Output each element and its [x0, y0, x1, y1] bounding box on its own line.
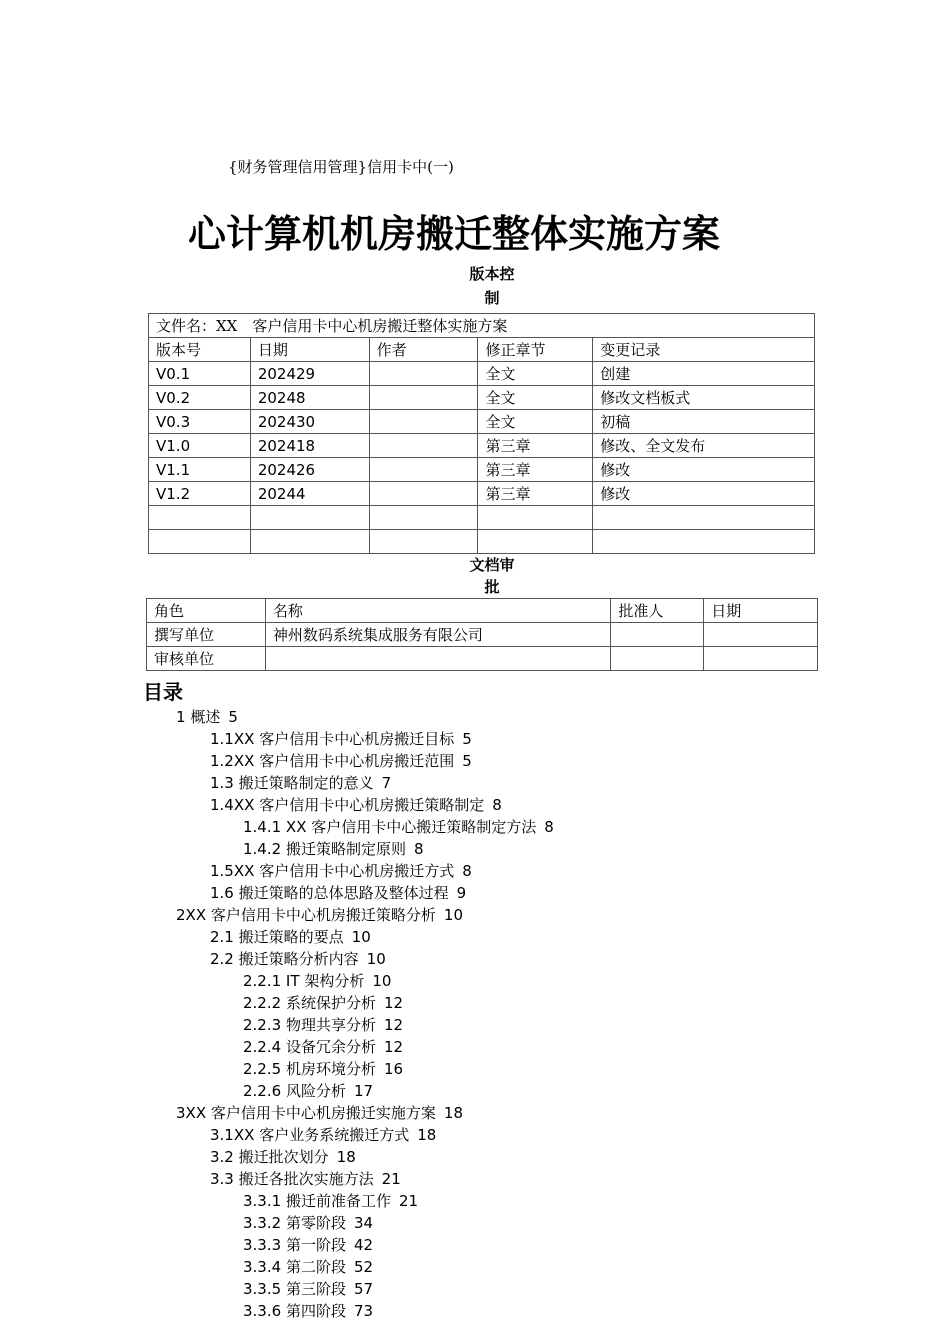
toc-entry-number: 1.4XX [210, 796, 255, 814]
toc-entry-title: 第三阶段 [285, 1280, 346, 1298]
toc-entry[interactable] [0, 1036, 950, 1058]
toc-entry[interactable] [0, 838, 950, 860]
section-cell: 第三章 [478, 482, 593, 506]
toc-entry-number: 1.1XX [210, 730, 255, 748]
author-cell [369, 434, 478, 458]
toc-entry[interactable] [0, 750, 950, 772]
toc-entry-number: 1 [176, 708, 186, 726]
approver-cell [611, 623, 704, 647]
change-cell: 创建 [593, 362, 815, 386]
toc-entry[interactable] [0, 772, 950, 794]
toc-entry-page: 34 [353, 1214, 374, 1232]
column-header: 修正章节 [478, 338, 593, 362]
table-row-empty [149, 506, 815, 530]
column-header: 日期 [704, 599, 818, 623]
table-row [147, 623, 818, 647]
toc-entry-page: 21 [381, 1170, 401, 1188]
toc-entry-number: 2.2.1 IT [243, 972, 300, 990]
column-header: 作者 [369, 338, 478, 362]
toc-entry-title: 机房环境分析 [285, 1060, 376, 1078]
empty-cell [478, 506, 593, 530]
toc-entry-page: 5 [462, 752, 472, 770]
toc-entry-page: 12 [383, 994, 404, 1012]
toc-entry[interactable] [0, 706, 950, 728]
change-cell: 修改文档板式 [593, 386, 815, 410]
toc-entry-number: 1.4.1 XX [243, 818, 307, 836]
toc-entry-number: 3.1XX [210, 1126, 255, 1144]
toc-entry-number: 3.3 [210, 1170, 234, 1188]
toc-entry-title: 客户信用卡中心机房搬迁方式 [259, 862, 455, 880]
empty-cell [250, 506, 369, 530]
toc-entry-page: 10 [351, 928, 371, 946]
table-row [147, 647, 818, 671]
toc-entry-number: 3XX [176, 1104, 207, 1122]
toc-entry-title: 系统保护分析 [285, 994, 376, 1012]
change-cell: 修改、全文发布 [593, 434, 815, 458]
version-cell: V0.3 [149, 410, 251, 434]
approval-label-line1: 文档审 [469, 556, 515, 574]
change-cell: 修改 [593, 458, 815, 482]
toc-entry-number: 3.3.2 [243, 1214, 282, 1232]
empty-cell [149, 506, 251, 530]
toc-entry-title: 物理共享分析 [285, 1016, 376, 1034]
toc-entry[interactable] [0, 926, 950, 948]
date-cell [704, 623, 818, 647]
version-cell: V1.0 [149, 434, 251, 458]
toc-entry[interactable] [0, 1256, 950, 1278]
empty-cell [250, 530, 369, 554]
document-title: 心计算机机房搬迁整体实施方案 [187, 212, 720, 256]
toc-entry-number: 1.2XX [210, 752, 255, 770]
toc-entry-page: 9 [456, 884, 467, 902]
toc-entry-number: 3.3.6 [243, 1302, 282, 1320]
table-row-empty [149, 530, 815, 554]
toc-entry-page: 73 [353, 1302, 374, 1320]
toc-entry-page: 57 [353, 1280, 374, 1298]
toc-entry-number: 3.2 [210, 1148, 234, 1166]
toc-entry-page: 5 [228, 708, 238, 726]
author-cell [369, 362, 478, 386]
toc-entry[interactable] [0, 1014, 950, 1036]
toc-entry-page: 21 [398, 1192, 419, 1210]
toc-entry-title: 客户信用卡中心机房搬迁范围 [259, 752, 455, 770]
name-cell: 神州数码系统集成服务有限公司 [265, 623, 611, 647]
toc-entry-title: 客户信用卡中心机房搬迁实施方案 [210, 1104, 436, 1122]
toc-entry-page: 12 [383, 1016, 404, 1034]
version-cell: V1.1 [149, 458, 251, 482]
column-header: 批准人 [611, 599, 704, 623]
toc-entry[interactable] [0, 1278, 950, 1300]
section-cell: 全文 [478, 386, 593, 410]
toc-entry-title: 设备冗余分析 [285, 1038, 376, 1056]
toc-entry-title: 搬迁策略制定原则 [285, 840, 406, 858]
table-row [149, 410, 815, 434]
toc-entry[interactable] [0, 992, 950, 1014]
toc-entry-page: 10 [366, 950, 386, 968]
toc-entry-page: 10 [372, 972, 392, 990]
toc-entry-title: 客户信用卡中心机房搬迁策略制定 [259, 796, 485, 814]
approval-header-row [147, 599, 818, 623]
role-cell: 审核单位 [147, 647, 266, 671]
version-cell: V0.1 [149, 362, 251, 386]
toc-entry-page: 18 [417, 1126, 437, 1144]
table-row [149, 362, 815, 386]
author-cell [369, 386, 478, 410]
toc-entry[interactable] [0, 1190, 950, 1212]
toc-entry-number: 2.1 [210, 928, 234, 946]
toc-entry-number: 2.2.5 [243, 1060, 282, 1078]
toc-entry-title: 搬迁前准备工作 [285, 1192, 391, 1210]
table-row [149, 434, 815, 458]
section-cell: 第三章 [478, 434, 593, 458]
toc-entry-title: 第四阶段 [285, 1302, 346, 1320]
toc-entry-page: 18 [443, 1104, 463, 1122]
empty-cell [593, 530, 815, 554]
toc-entry-number: 1.5XX [210, 862, 255, 880]
toc-entry[interactable] [0, 728, 950, 750]
toc-entry-page: 52 [353, 1258, 374, 1276]
empty-cell [478, 530, 593, 554]
change-cell: 修改 [593, 482, 815, 506]
column-header: 名称 [265, 599, 611, 623]
toc-entry[interactable] [0, 860, 950, 882]
column-header: 日期 [250, 338, 369, 362]
empty-cell [369, 530, 478, 554]
toc-entry-title: 风险分析 [285, 1082, 346, 1100]
toc-entry-title: 搬迁策略的总体思路及整体过程 [238, 884, 449, 902]
toc-entry-number: 1.4.2 [243, 840, 282, 858]
toc-entry-title: 搬迁策略分析内容 [238, 950, 359, 968]
toc-heading: 目录 [143, 680, 183, 704]
version-cell: V0.2 [149, 386, 251, 410]
column-header: 变更记录 [593, 338, 815, 362]
toc-entry[interactable] [0, 904, 950, 926]
toc-entry[interactable] [0, 970, 950, 992]
author-cell [369, 458, 478, 482]
toc-entry-number: 2XX [176, 906, 207, 924]
date-cell: 20248 [250, 386, 369, 410]
toc-entry-page: 18 [336, 1148, 356, 1166]
table-row [149, 386, 815, 410]
date-cell: 202418 [250, 434, 369, 458]
toc-entry-page: 8 [544, 818, 554, 836]
toc-entry-page: 42 [353, 1236, 374, 1254]
toc-entry-page: 7 [381, 774, 392, 792]
table-of-contents [0, 706, 950, 1322]
version-filename-row [149, 314, 815, 338]
toc-entry-number: 2.2.3 [243, 1016, 282, 1034]
version-control-table [148, 313, 815, 554]
toc-entry-page: 10 [443, 906, 463, 924]
toc-entry-title: 概述 [190, 708, 221, 726]
section-cell: 全文 [478, 362, 593, 386]
toc-entry[interactable] [0, 1212, 950, 1234]
toc-entry-page: 8 [462, 862, 472, 880]
toc-entry[interactable] [0, 816, 950, 838]
toc-entry-number: 1.3 [210, 774, 234, 792]
author-cell [369, 482, 478, 506]
toc-entry-number: 1.6 [210, 884, 234, 902]
toc-entry-page: 8 [413, 840, 424, 858]
approval-label [458, 554, 526, 598]
empty-cell [593, 506, 815, 530]
toc-entry-title: 搬迁策略制定的意义 [238, 774, 374, 792]
name-cell [265, 647, 611, 671]
toc-entry[interactable] [0, 1168, 950, 1190]
table-row [149, 482, 815, 506]
version-control-label-line2: 制 [484, 289, 500, 307]
toc-entry-title: 第一阶段 [285, 1236, 346, 1254]
date-cell: 202430 [250, 410, 369, 434]
author-cell [369, 410, 478, 434]
date-cell: 20244 [250, 482, 369, 506]
toc-entry-title: 搬迁策略的要点 [238, 928, 344, 946]
toc-entry-title: 搬迁各批次实施方法 [238, 1170, 374, 1188]
approval-label-line2: 批 [484, 578, 500, 596]
toc-entry-title: 客户信用卡中心机房搬迁目标 [259, 730, 455, 748]
column-header: 版本号 [149, 338, 251, 362]
table-row [149, 458, 815, 482]
version-control-label [458, 262, 526, 310]
toc-entry-number: 2.2 [210, 950, 234, 968]
toc-entry-number: 2.2.2 [243, 994, 282, 1012]
toc-entry-number: 3.3.3 [243, 1236, 282, 1254]
toc-entry[interactable] [0, 794, 950, 816]
toc-entry-page: 12 [383, 1038, 404, 1056]
toc-entry[interactable] [0, 882, 950, 904]
toc-entry-page: 17 [353, 1082, 374, 1100]
toc-entry[interactable] [0, 1146, 950, 1168]
toc-entry-title: 第零阶段 [285, 1214, 346, 1232]
date-cell [704, 647, 818, 671]
approval-table [146, 598, 818, 671]
toc-entry-number: 3.3.1 [243, 1192, 282, 1210]
toc-entry-title: 客户信用卡中心机房搬迁策略分析 [210, 906, 436, 924]
toc-entry-title: 搬迁批次划分 [238, 1148, 329, 1166]
toc-entry-title: 客户信用卡中心搬迁策略制定方法 [311, 818, 537, 836]
version-header-row [149, 338, 815, 362]
toc-entry[interactable] [0, 1102, 950, 1124]
toc-entry-page: 8 [492, 796, 502, 814]
version-filename-cell: 文件名：XX 客户信用卡中心机房搬迁整体实施方案 [149, 314, 815, 338]
toc-entry[interactable] [0, 1234, 950, 1256]
approver-cell [611, 647, 704, 671]
date-cell: 202426 [250, 458, 369, 482]
version-cell: V1.2 [149, 482, 251, 506]
toc-entry[interactable] [0, 1080, 950, 1102]
date-cell: 202429 [250, 362, 369, 386]
toc-entry[interactable] [0, 1300, 950, 1322]
toc-entry-page: 5 [462, 730, 472, 748]
toc-entry[interactable] [0, 948, 950, 970]
empty-cell [369, 506, 478, 530]
toc-entry-number: 3.3.5 [243, 1280, 282, 1298]
toc-entry-page: 16 [383, 1060, 404, 1078]
toc-entry[interactable] [0, 1124, 950, 1146]
toc-entry[interactable] [0, 1058, 950, 1080]
change-cell: 初稿 [593, 410, 815, 434]
version-control-label-line1: 版本控 [469, 265, 515, 283]
section-cell: 第三章 [478, 458, 593, 482]
section-cell: 全文 [478, 410, 593, 434]
toc-entry-number: 2.2.6 [243, 1082, 282, 1100]
role-cell: 撰写单位 [147, 623, 266, 647]
toc-entry-number: 3.3.4 [243, 1258, 282, 1276]
toc-entry-title: 架构分析 [304, 972, 365, 990]
toc-entry-title: 客户业务系统搬迁方式 [259, 1126, 410, 1144]
toc-entry-number: 2.2.4 [243, 1038, 282, 1056]
column-header: 角色 [147, 599, 266, 623]
toc-entry-title: 第二阶段 [285, 1258, 346, 1276]
document-subtitle: {财务管理信用管理}信用卡中(一) [228, 158, 454, 176]
empty-cell [149, 530, 251, 554]
